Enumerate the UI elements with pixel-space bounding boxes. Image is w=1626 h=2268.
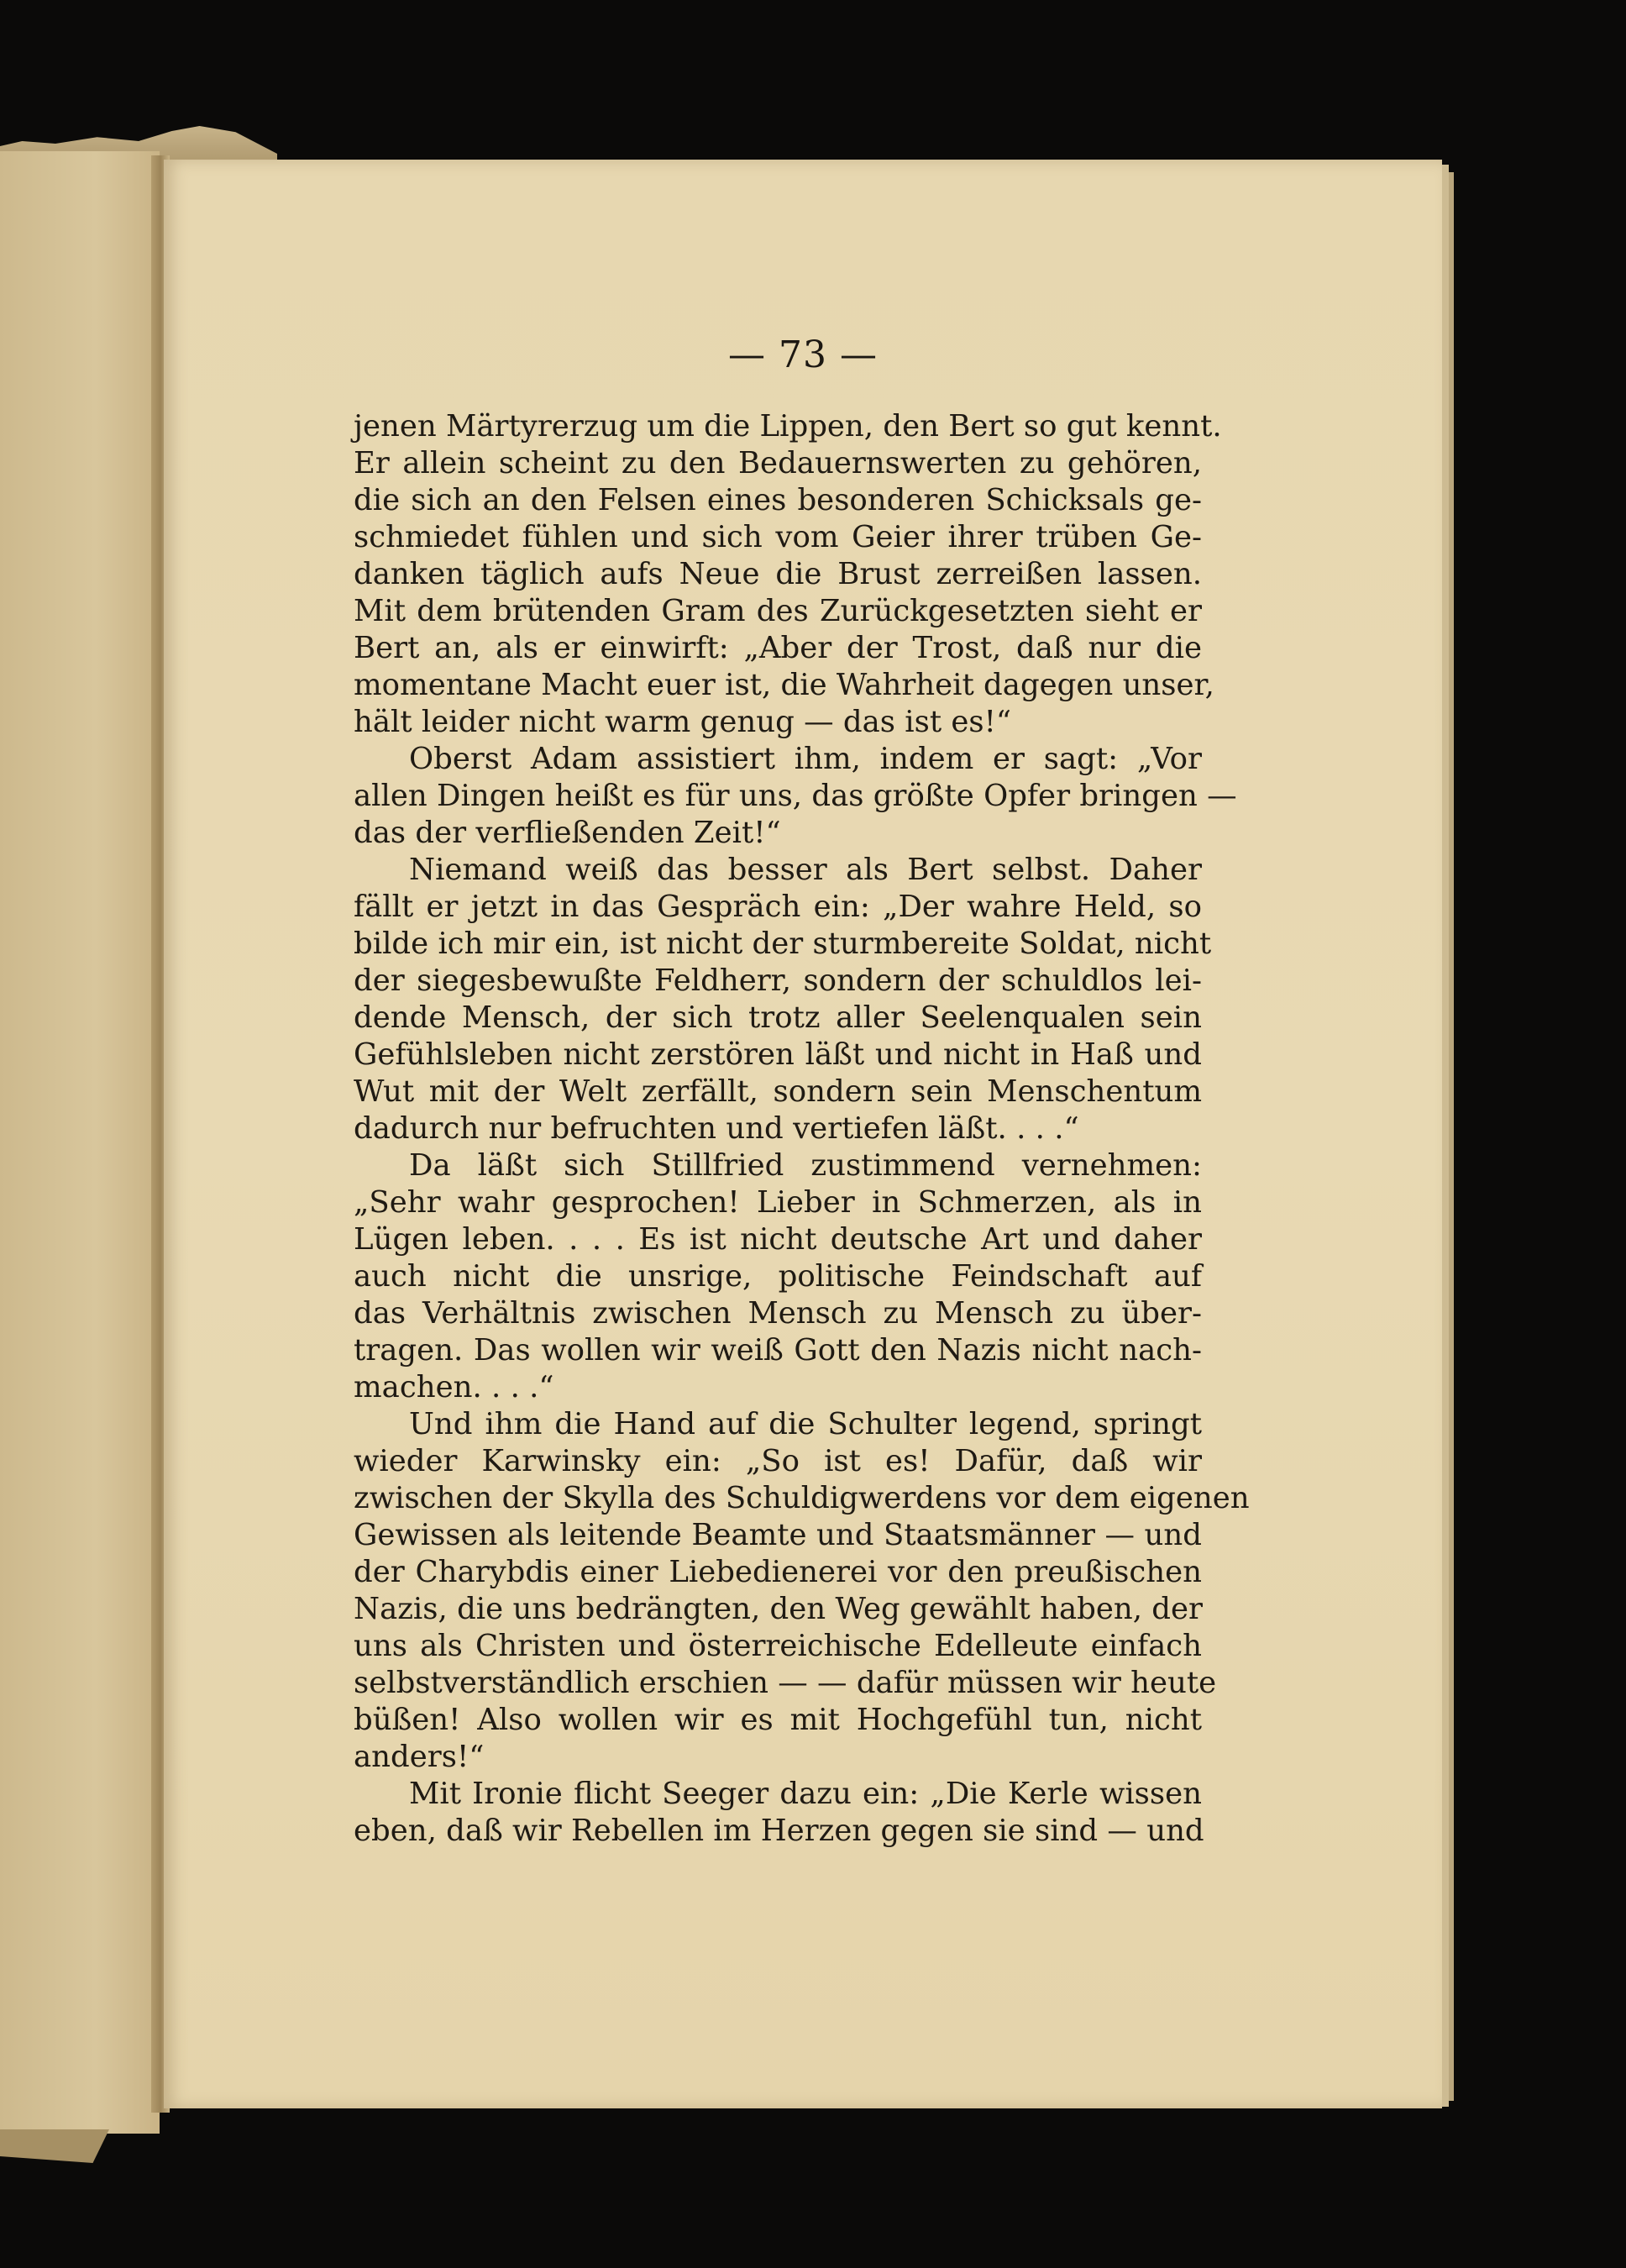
text-line: tragen. Das wollen wir weiß Gott den Nazis nicht nach- [354, 1333, 1202, 1368]
text-line: momentane Macht euer ist, die Wahrheit dagegen unser, [354, 668, 1214, 702]
text-line: Wut mit der Welt zerfällt, sondern sein Menschentum [354, 1074, 1202, 1109]
text-line: Und ihm die Hand auf die Schulter legend, springt [409, 1407, 1202, 1441]
text-line: Niemand weiß das besser als Bert selbst. Daher [409, 853, 1202, 887]
page-stack-edge-back [1449, 172, 1454, 2101]
text-line: auch nicht die unsrige, politische Feindschaft auf [354, 1259, 1202, 1294]
text-line: die sich an den Felsen eines besonderen Schicksals ge- [354, 483, 1202, 517]
text-line: büßen! Also wollen wir es mit Hochgefühl tun, nicht [354, 1703, 1202, 1737]
text-line: danken täglich aufs Neue die Brust zerreißen lassen. [354, 557, 1202, 591]
text-line: anders!“ [354, 1740, 485, 1774]
text-line: Er allein scheint zu den Bedauernswerten zu gehören, [354, 446, 1202, 480]
text-line: fällt er jetzt in das Gespräch ein: „Der wahre Held, so [354, 890, 1202, 924]
body-text [354, 408, 1250, 1850]
page-stack-edge [1441, 165, 1449, 2107]
text-line: wieder Karwinsky ein: „So ist es! Dafür, daß wir [354, 1444, 1202, 1478]
text-line: Bert an, als er einwirft: „Aber der Trost, daß nur die [354, 631, 1202, 665]
text-line: Mit Ironie flicht Seeger dazu ein: „Die Kerle wissen [409, 1777, 1202, 1811]
text-line: hält leider nicht warm genug — das ist es!“ [354, 705, 1012, 739]
text-line: uns als Christen und österreichische Edelleute einfach [354, 1629, 1202, 1663]
text-line: der siegesbewußte Feldherr, sondern der schuldlos lei- [354, 963, 1202, 998]
text-line: eben, daß wir Rebellen im Herzen gegen sie sind — und [354, 1814, 1204, 1848]
book-page [164, 160, 1442, 2108]
text-line: Lügen leben. . . . Es ist nicht deutsche Art und daher [354, 1222, 1202, 1257]
text-line: das Verhältnis zwischen Mensch zu Mensch zu über- [354, 1296, 1202, 1331]
text-line: Oberst Adam assistiert ihm, indem er sagt: „Vor [409, 742, 1202, 776]
text-line: das der verfließenden Zeit!“ [354, 816, 781, 850]
text-line: Nazis, die uns bedrängten, den Weg gewählt haben, der [354, 1592, 1204, 1626]
text-line: allen Dingen heißt es für uns, das größte Opfer bringen — [354, 779, 1237, 813]
text-line: Mit dem brütenden Gram des Zurückgesetzten sieht er [354, 594, 1202, 628]
left-page-torn-corner [0, 2129, 109, 2163]
text-line: Gefühlsleben nicht zerstören läßt und nicht in Haß und [354, 1037, 1202, 1072]
text-line: bilde ich mir ein, ist nicht der sturmbereite Soldat, nicht [354, 927, 1212, 961]
text-line: der Charybdis einer Liebedienerei vor den preußischen [354, 1555, 1202, 1589]
text-line: Gewissen als leitende Beamte und Staatsmänner — und [354, 1518, 1202, 1552]
page-number: — 73 — [728, 333, 878, 376]
text-line: schmiedet fühlen und sich vom Geier ihrer trüben Ge- [354, 520, 1202, 554]
text-line: dadurch nur befruchten und vertiefen läßt. . . .“ [354, 1111, 1079, 1146]
text-line: machen. . . .“ [354, 1370, 554, 1404]
text-line: Da läßt sich Stillfried zustimmend vernehmen: [409, 1148, 1202, 1183]
text-line: zwischen der Skylla des Schuldigwerdens vor dem eigenen [354, 1481, 1250, 1515]
text-line: selbstverständlich erschien — — dafür müssen wir heute [354, 1666, 1217, 1700]
left-page-edge [0, 151, 160, 2134]
text-line: jenen Märtyrerzug um die Lippen, den Bert so gut kennt. [354, 409, 1222, 444]
text-line: dende Mensch, der sich trotz aller Seelenqualen sein [354, 1000, 1202, 1035]
text-line: „Sehr wahr gesprochen! Lieber in Schmerzen, als in [354, 1185, 1202, 1220]
